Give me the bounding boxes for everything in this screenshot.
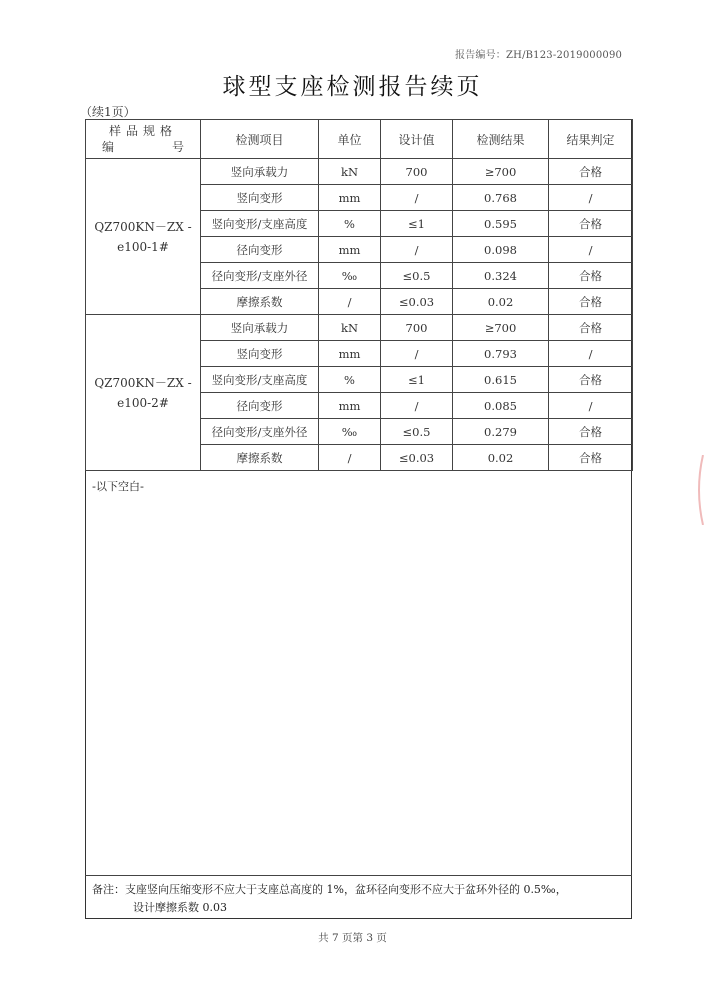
- judgement-cell: 合格: [549, 211, 633, 237]
- sample-spec-cell: [86, 315, 201, 471]
- design-cell: ≤1: [381, 211, 453, 237]
- result-cell: 0.085: [453, 393, 549, 419]
- result-cell: 0.279: [453, 419, 549, 445]
- sample-spec-cell: [86, 159, 201, 315]
- result-cell: 0.324: [453, 263, 549, 289]
- unit-cell: ‰: [319, 263, 381, 289]
- design-cell: /: [381, 185, 453, 211]
- design-cell: ≤0.5: [381, 263, 453, 289]
- header-item: 检测项目: [201, 120, 319, 159]
- judgement-cell: 合格: [549, 367, 633, 393]
- result-cell: 0.02: [453, 289, 549, 315]
- item-cell: 竖向变形: [201, 341, 319, 367]
- unit-cell: kN: [319, 315, 381, 341]
- judgement-cell: 合格: [549, 289, 633, 315]
- item-cell: 径向变形/支座外径: [201, 263, 319, 289]
- item-cell: 竖向变形/支座高度: [201, 211, 319, 237]
- design-cell: 700: [381, 159, 453, 185]
- sample-spec-line2: e100-2#: [117, 395, 169, 410]
- result-cell: 0.02: [453, 445, 549, 471]
- remark-section: [92, 881, 627, 917]
- seal-stamp-fragment: [693, 455, 705, 525]
- sample-spec-line1: QZ700KN－ZX -: [94, 219, 192, 234]
- page-title: 球型支座检测报告续页: [222, 74, 483, 100]
- continued-page-label: （续1页）: [80, 105, 136, 119]
- unit-cell: mm: [319, 237, 381, 263]
- sample-spec-line2: e100-1#: [117, 239, 169, 254]
- design-cell: ≤0.03: [381, 445, 453, 471]
- remark-line2: 设计摩擦系数 0.03: [133, 901, 227, 914]
- unit-cell: mm: [319, 341, 381, 367]
- header-sample-line2: [86, 139, 200, 155]
- table-row: [86, 315, 633, 341]
- unit-cell: ‰: [319, 419, 381, 445]
- result-cell: 0.768: [453, 185, 549, 211]
- header-judgement: 结果判定: [549, 120, 633, 159]
- judgement-cell: /: [549, 341, 633, 367]
- item-cell: 竖向变形: [201, 185, 319, 211]
- design-cell: /: [381, 341, 453, 367]
- item-cell: 竖向承载力: [201, 315, 319, 341]
- unit-cell: %: [319, 211, 381, 237]
- item-cell: 竖向承载力: [201, 159, 319, 185]
- result-cell: ≥700: [453, 315, 549, 341]
- table-row: [86, 159, 633, 185]
- design-cell: ≤0.5: [381, 419, 453, 445]
- design-cell: ≤0.03: [381, 289, 453, 315]
- blank-below-note: -以下空白-: [92, 480, 144, 493]
- judgement-cell: 合格: [549, 419, 633, 445]
- header-result: 检测结果: [453, 120, 549, 159]
- sample-spec-line1: QZ700KN－ZX -: [94, 375, 192, 390]
- unit-cell: /: [319, 289, 381, 315]
- judgement-cell: /: [549, 185, 633, 211]
- result-cell: 0.615: [453, 367, 549, 393]
- remark-divider: [85, 875, 632, 876]
- item-cell: 竖向变形/支座高度: [201, 367, 319, 393]
- remark-line1: 备注：支座竖向压缩变形不应大于支座总高度的 1%，盆环径向变形不应大于盆环外径的 0.5‰，: [92, 883, 567, 896]
- header-sample-line2-a: 编: [101, 140, 114, 154]
- design-cell: ≤1: [381, 367, 453, 393]
- unit-cell: %: [319, 367, 381, 393]
- judgement-cell: 合格: [549, 445, 633, 471]
- item-cell: 径向变形: [201, 237, 319, 263]
- judgement-cell: /: [549, 237, 633, 263]
- unit-cell: mm: [319, 185, 381, 211]
- table-header-row: [86, 120, 633, 159]
- judgement-cell: /: [549, 393, 633, 419]
- judgement-cell: 合格: [549, 159, 633, 185]
- report-number: 报告编号：ZH/B123-2019000090: [455, 50, 623, 61]
- item-cell: 摩擦系数: [201, 445, 319, 471]
- unit-cell: /: [319, 445, 381, 471]
- header-unit: 单位: [319, 120, 381, 159]
- page-footer: 共 7 页第 3 页: [318, 932, 387, 944]
- item-cell: 摩擦系数: [201, 289, 319, 315]
- header-sample-line1: 样品规格: [108, 124, 177, 138]
- judgement-cell: 合格: [549, 263, 633, 289]
- judgement-cell: 合格: [549, 315, 633, 341]
- design-cell: /: [381, 237, 453, 263]
- unit-cell: kN: [319, 159, 381, 185]
- item-cell: 径向变形: [201, 393, 319, 419]
- header-design: 设计值: [381, 120, 453, 159]
- results-table: [85, 119, 633, 471]
- result-cell: 0.098: [453, 237, 549, 263]
- header-sample-line2-b: 号: [172, 140, 185, 154]
- unit-cell: mm: [319, 393, 381, 419]
- item-cell: 径向变形/支座外径: [201, 419, 319, 445]
- result-cell: 0.595: [453, 211, 549, 237]
- header-sample-spec: [86, 120, 201, 159]
- result-cell: 0.793: [453, 341, 549, 367]
- design-cell: /: [381, 393, 453, 419]
- design-cell: 700: [381, 315, 453, 341]
- result-cell: ≥700: [453, 159, 549, 185]
